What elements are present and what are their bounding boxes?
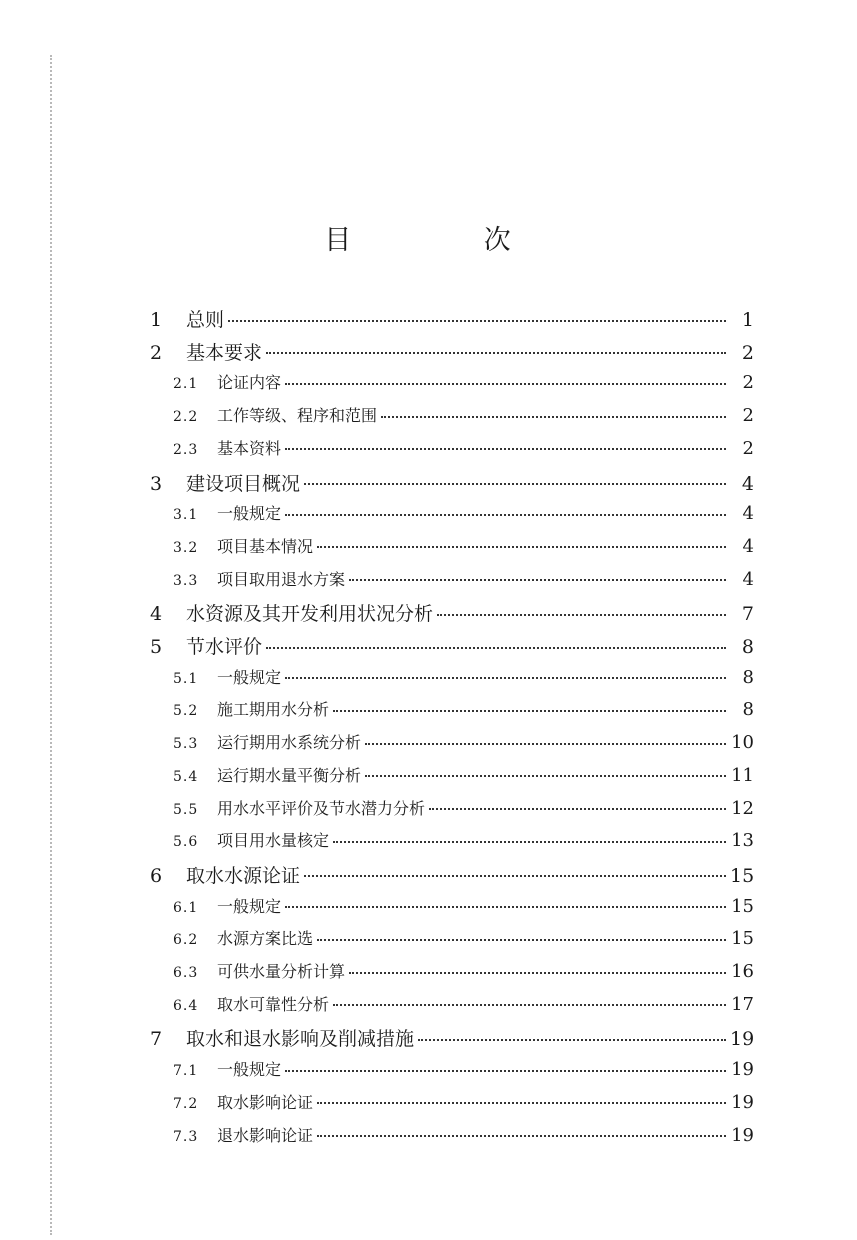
toc-entry[interactable] — [173, 1090, 754, 1113]
toc-entry[interactable] — [173, 1057, 754, 1080]
toc-entry-number: 4 — [150, 603, 163, 626]
toc-entry-page-number: 19 — [731, 1091, 754, 1113]
toc-entry-number: 2 — [150, 341, 163, 364]
toc-entry-page-number: 2 — [741, 341, 754, 364]
toc-leader-dots — [317, 546, 726, 548]
toc-entry[interactable] — [173, 403, 754, 426]
toc-entry-number: 6.1 — [173, 899, 199, 916]
toc-entry-label: 一般规定 — [217, 667, 282, 687]
toc-entry-number: 5.5 — [173, 801, 199, 818]
toc-entry-label: 取水和退水影响及削减措施 — [186, 1028, 415, 1051]
toc-entry-page-number: 4 — [742, 568, 754, 590]
toc-entry-number: 6 — [150, 864, 163, 887]
toc-leader-dots — [317, 1135, 726, 1137]
toc-entry-label: 退水影响论证 — [217, 1125, 314, 1145]
toc-entry-label: 运行期用水系统分析 — [217, 733, 362, 753]
toc-entry-number: 5.3 — [173, 736, 199, 753]
toc-entry[interactable] — [173, 730, 754, 753]
toc-entry-number: 6.2 — [173, 932, 199, 949]
toc-entry-label: 取水水源论证 — [186, 864, 301, 887]
toc-entry[interactable] — [173, 697, 754, 720]
toc-leader-dots — [285, 677, 726, 679]
toc-leader-dots — [266, 352, 726, 354]
toc-entry-number: 2.1 — [173, 376, 199, 393]
toc-entry-label: 一般规定 — [217, 896, 282, 916]
toc-entry-number: 6.4 — [173, 997, 199, 1014]
toc-entry-number: 3.2 — [173, 539, 199, 556]
toc-entry-label: 基本要求 — [186, 341, 263, 364]
toc-entry[interactable] — [173, 926, 754, 949]
toc-entry[interactable] — [150, 599, 754, 626]
toc-entry-number: 3.1 — [173, 507, 199, 524]
toc-leader-dots — [418, 1039, 726, 1041]
toc-entry-number: 3 — [150, 472, 163, 495]
toc-entry-label: 节水评价 — [186, 636, 263, 658]
toc-entry[interactable] — [173, 665, 754, 688]
toc-entry-label: 项目取用退水方案 — [217, 569, 346, 589]
toc-entry-label: 项目用水量核定 — [217, 831, 330, 851]
toc-entry-label: 用水水平评价及节水潜力分析 — [217, 798, 426, 818]
toc-entry-number: 5.2 — [173, 703, 199, 720]
toc-entry-number: 2.2 — [173, 409, 199, 426]
toc-entry[interactable] — [173, 959, 754, 982]
toc-entry-page-number: 16 — [731, 961, 754, 982]
toc-entry-number: 3.3 — [173, 572, 199, 589]
toc-entry-page-number: 2 — [742, 372, 754, 394]
toc-entry-number: 5.1 — [173, 670, 199, 687]
toc-leader-dots — [285, 906, 726, 908]
toc-entry[interactable] — [150, 1024, 754, 1051]
toc-leader-dots — [285, 514, 726, 516]
toc-entry-page-number: 19 — [731, 1124, 754, 1146]
toc-entry[interactable] — [173, 828, 754, 851]
toc-entry-label: 运行期水量平衡分析 — [217, 765, 362, 785]
toc-entry-page-number: 1 — [741, 309, 754, 331]
page-title: 目 次 — [324, 225, 573, 256]
toc-entry-number: 5 — [150, 636, 163, 658]
toc-entry[interactable] — [150, 338, 754, 365]
toc-entry-page-number: 2 — [742, 437, 754, 459]
toc-leader-dots — [349, 972, 726, 974]
toc-leader-dots — [285, 383, 726, 385]
toc-entry[interactable] — [173, 763, 754, 786]
toc-entry-page-number: 12 — [731, 797, 754, 819]
toc-leader-dots — [317, 1102, 726, 1104]
toc-entry-number: 7.3 — [173, 1128, 199, 1145]
toc-entry-label: 取水影响论证 — [217, 1092, 314, 1112]
toc-entry[interactable] — [173, 796, 754, 819]
toc-entry-number: 2.3 — [173, 441, 199, 458]
toc-entry-label: 水资源及其开发利用状况分析 — [186, 603, 434, 626]
toc-entry-label: 可供水量分析计算 — [217, 962, 346, 981]
toc-leader-dots — [304, 875, 726, 877]
toc-entry[interactable] — [173, 370, 754, 393]
toc-leader-dots — [317, 939, 726, 941]
toc-entry-label: 总则 — [186, 309, 225, 331]
toc-entry-page-number: 15 — [731, 928, 754, 950]
toc-leader-dots — [333, 710, 726, 712]
toc-entry-label: 施工期用水分析 — [217, 700, 330, 720]
toc-entry-label: 论证内容 — [217, 373, 282, 393]
toc-leader-dots — [266, 647, 726, 649]
toc-entry-page-number: 17 — [731, 993, 754, 1015]
toc-entry-page-number: 2 — [742, 405, 754, 427]
toc-entry[interactable] — [150, 305, 754, 332]
toc-leader-dots — [437, 614, 726, 616]
toc-entry[interactable] — [173, 567, 754, 590]
toc-entry-page-number: 8 — [742, 699, 754, 721]
toc-entry-label: 基本资料 — [217, 438, 282, 458]
toc-entry-label: 建设项目概况 — [186, 472, 301, 495]
toc-entry-page-number: 8 — [742, 666, 754, 688]
toc-entry-label: 工作等级、程序和范围 — [217, 406, 378, 426]
toc-entry[interactable] — [150, 469, 754, 496]
toc-leader-dots — [381, 416, 726, 418]
toc-leader-dots — [333, 1004, 726, 1006]
toc-entry-label: 项目基本情况 — [217, 536, 314, 556]
toc-leader-dots — [228, 320, 726, 322]
toc-entry[interactable] — [173, 501, 754, 524]
toc-entry-page-number: 4 — [742, 503, 754, 525]
toc-leader-dots — [365, 775, 726, 777]
toc-entry-page-number: 11 — [731, 764, 754, 786]
toc-leader-dots — [285, 448, 726, 450]
toc-entry-number: 7.1 — [173, 1063, 199, 1080]
toc-entry-number: 1 — [150, 309, 163, 331]
toc-entry-page-number: 15 — [730, 864, 755, 887]
toc-entry-page-number: 4 — [742, 535, 754, 557]
toc-leader-dots — [285, 1070, 726, 1072]
toc-leader-dots — [365, 743, 726, 745]
toc-leader-dots — [429, 808, 726, 810]
toc-entry[interactable] — [173, 534, 754, 557]
toc-entry[interactable] — [150, 632, 754, 659]
toc-entry[interactable] — [150, 861, 754, 888]
toc-entry-page-number: 7 — [741, 603, 754, 626]
toc-entry-number: 5.6 — [173, 834, 199, 851]
toc-entry-label: 水源方案比选 — [217, 929, 314, 949]
toc-entry-page-number: 19 — [731, 1059, 754, 1081]
toc-entry-page-number: 19 — [730, 1028, 755, 1051]
toc-entry-number: 6.3 — [173, 965, 199, 981]
toc-entry-page-number: 4 — [741, 472, 754, 495]
toc-entry-label: 一般规定 — [217, 504, 282, 524]
toc-leader-dots — [304, 483, 726, 485]
toc-entry-number: 7 — [150, 1028, 163, 1051]
toc-entry-page-number: 10 — [731, 732, 754, 754]
toc-entry-label: 一般规定 — [217, 1060, 282, 1080]
toc-entry-label: 取水可靠性分析 — [217, 994, 330, 1014]
toc-entry-page-number: 13 — [731, 830, 754, 852]
toc-entry[interactable] — [173, 894, 754, 917]
toc-entry[interactable] — [173, 992, 754, 1015]
toc-entry[interactable] — [173, 1123, 754, 1146]
toc-entry-number: 5.4 — [173, 768, 199, 785]
toc-entry-page-number: 15 — [731, 895, 754, 917]
toc-entry-page-number: 8 — [741, 636, 754, 658]
toc-entry[interactable] — [173, 436, 754, 459]
toc-entry-number: 7.2 — [173, 1095, 199, 1112]
toc-leader-dots — [333, 841, 726, 843]
toc-leader-dots — [349, 579, 726, 581]
